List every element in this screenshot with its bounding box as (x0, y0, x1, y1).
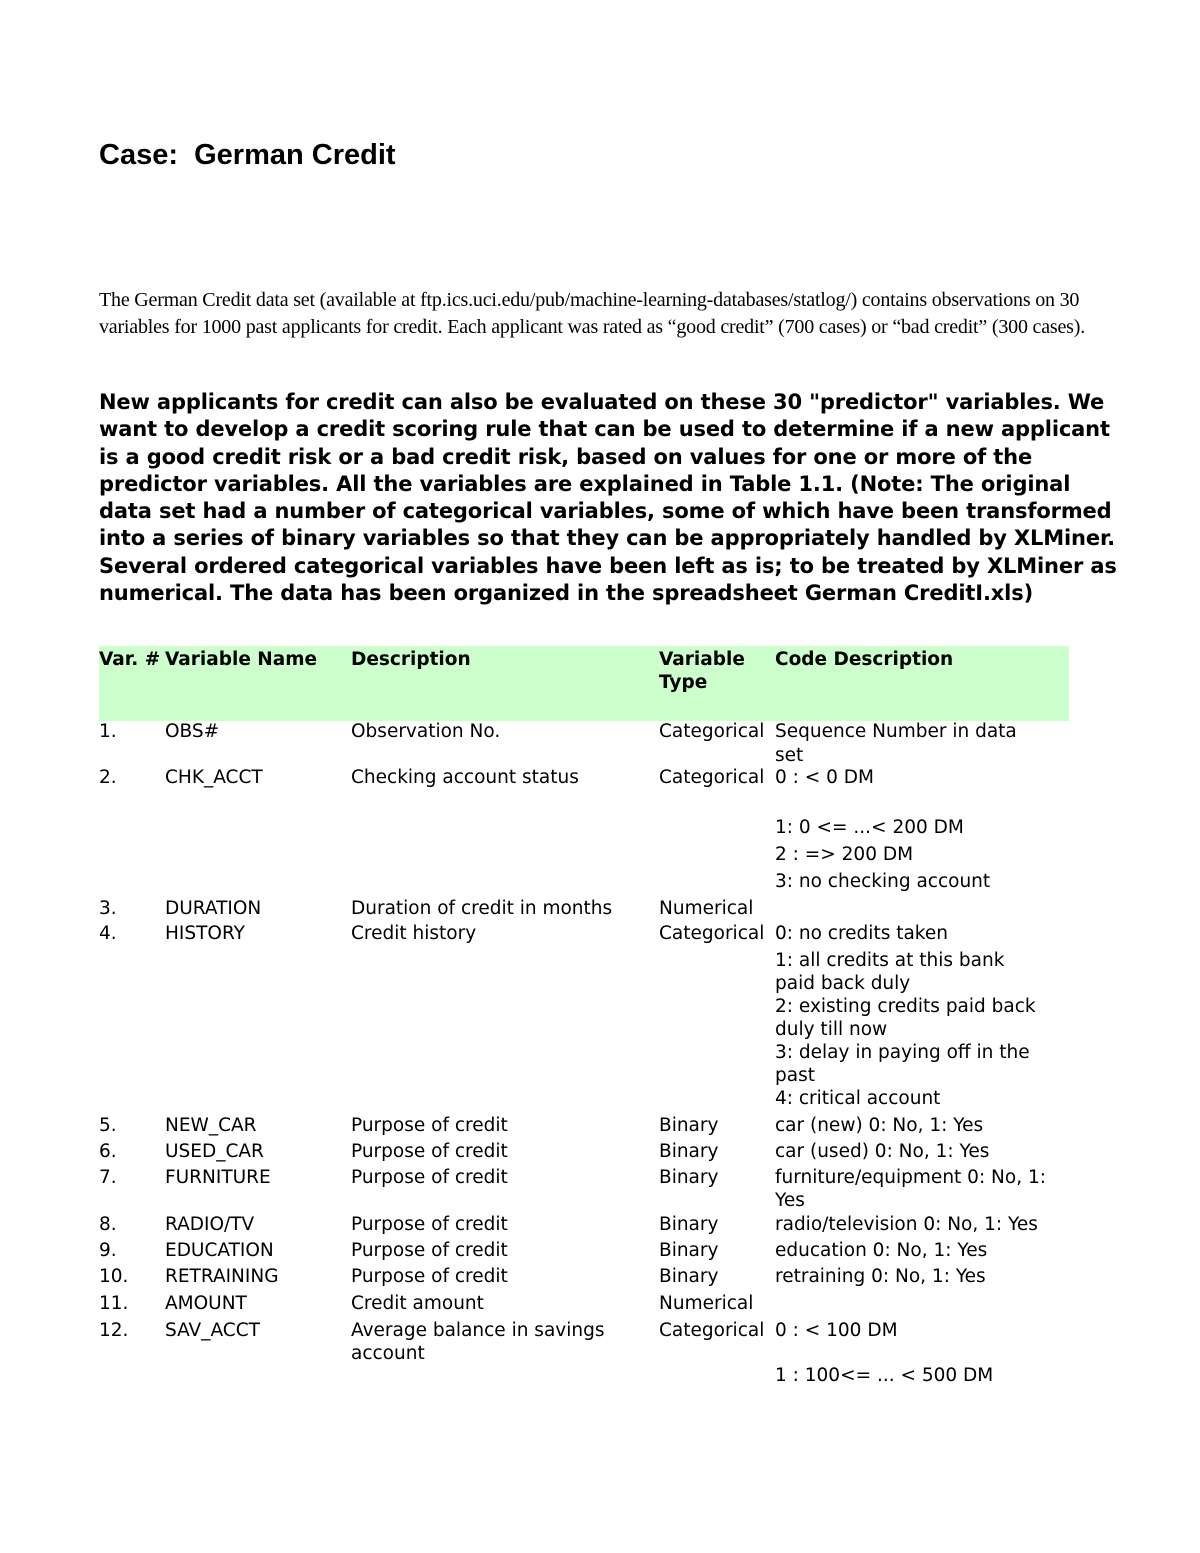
row-7-code-line: furniture/equipment 0: No, 1: (775, 1167, 1046, 1188)
row-1-desc: Observation No. (351, 721, 501, 742)
row-8-code-line: radio/television 0: No, 1: Yes (775, 1214, 1038, 1235)
row-4-code-line: paid back duly (775, 973, 911, 994)
row-8-type: Binary (659, 1214, 719, 1235)
row-12-code-line: 0 : < 100 DM (775, 1320, 898, 1341)
row-4-code-line: 2: existing credits paid back (775, 996, 1036, 1017)
row-4-type: Categorical (659, 923, 765, 944)
row-12-code-line: 1 : 100<= ... < 500 DM (775, 1365, 994, 1386)
row-4-code-line: past (775, 1065, 815, 1086)
row-2-code-line: 2 : => 200 DM (775, 844, 914, 865)
row-7-num: 7. (99, 1167, 117, 1188)
row-6-type: Binary (659, 1141, 719, 1162)
row-4-code-line: 0: no credits taken (775, 923, 948, 944)
row-10-desc: Purpose of credit (351, 1266, 508, 1287)
row-12-type: Categorical (659, 1320, 765, 1341)
row-9-code-line: education 0: No, 1: Yes (775, 1240, 988, 1261)
intro-paragraph: The German Credit data set (available at ftp.ics.uci.edu/pub/machine-learning-databases/statlog/) contains observations on 30 variables for 1000 past applicants for credit. Each applicant was rated as “good credit” (700 cases) or “bad credit” (300 cases). (99, 289, 1085, 338)
row-8-num: 8. (99, 1214, 117, 1235)
row-4-num: 4. (99, 923, 117, 944)
row-10-code-line: retraining 0: No, 1: Yes (775, 1266, 986, 1287)
row-4-code-line: 1: all credits at this bank (775, 950, 1005, 971)
row-1-code-line: Sequence Number in data (775, 721, 1017, 742)
row-6-num: 6. (99, 1141, 117, 1162)
row-11-name: AMOUNT (165, 1293, 247, 1314)
row-4-code-line: 3: delay in paying off in the (775, 1042, 1030, 1063)
row-10-type: Binary (659, 1266, 719, 1287)
header-var-name: Variable Name (165, 649, 318, 670)
row-4-desc: Credit history (351, 923, 477, 944)
row-1-code-line: set (775, 745, 804, 766)
row-5-num: 5. (99, 1115, 117, 1136)
row-7-desc: Purpose of credit (351, 1167, 508, 1188)
row-1-name: OBS# (165, 721, 220, 742)
row-6-name: USED_CAR (165, 1141, 264, 1162)
row-9-name: EDUCATION (165, 1240, 274, 1261)
row-7-name: FURNITURE (165, 1167, 271, 1188)
row-9-num: 9. (99, 1240, 117, 1261)
row-11-type: Numerical (659, 1293, 754, 1314)
row-2-desc: Checking account status (351, 767, 579, 788)
row-10-num: 10. (99, 1266, 129, 1287)
row-5-type: Binary (659, 1115, 719, 1136)
row-11-desc: Credit amount (351, 1293, 484, 1314)
page-title: Case: German Credit (99, 139, 396, 171)
row-2-code-line: 0 : < 0 DM (775, 767, 875, 788)
row-2-code-line: 3: no checking account (775, 871, 991, 892)
row-5-desc: Purpose of credit (351, 1115, 508, 1136)
row-9-desc: Purpose of credit (351, 1240, 508, 1261)
row-8-name: RADIO/TV (165, 1214, 255, 1235)
row-3-desc: Duration of credit in months (351, 898, 613, 919)
row-12-num: 12. (99, 1320, 129, 1341)
row-2-code-line: 1: 0 <= ...< 200 DM (775, 817, 964, 838)
row-6-code-line: car (used) 0: No, 1: Yes (775, 1141, 990, 1162)
row-7-type: Binary (659, 1167, 719, 1188)
header-description: Description (351, 649, 471, 670)
row-4-code-line: duly till now (775, 1019, 888, 1040)
row-11-num: 11. (99, 1293, 129, 1314)
header-code-description: Code Description (775, 649, 954, 670)
row-4-name: HISTORY (165, 923, 245, 944)
row-2-name: CHK_ACCT (165, 767, 263, 788)
header-var-type-line1: Variable (659, 649, 745, 670)
row-12-desc-continued: account (351, 1343, 425, 1364)
row-9-type: Binary (659, 1240, 719, 1261)
row-1-type: Categorical (659, 721, 765, 742)
row-2-num: 2. (99, 767, 117, 788)
predictor-paragraph: New applicants for credit can also be evaluated on these 30 "predictor" variables. We want to develop a credit scoring rule that can be used to determine if a new applicant is a good credit risk or a bad credit risk, based on values for one or more of the predictor variables. All the variables are explained in Table 1.1. (Note: The original data set had a number of categorical variables, some of which have been transformed into a series of binary variables so that they can be appropriately handled by XLMiner. Several ordered categorical variables have been left as is; to be treated by XLMiner as numerical. The data has been organized in the spreadsheet German CreditI.xls) (99, 390, 1117, 606)
row-12-name: SAV_ACCT (165, 1320, 260, 1341)
row-10-name: RETRAINING (165, 1266, 279, 1287)
row-4-code-line: 4: critical account (775, 1088, 941, 1109)
row-3-name: DURATION (165, 898, 262, 919)
row-6-desc: Purpose of credit (351, 1141, 508, 1162)
row-5-code-line: car (new) 0: No, 1: Yes (775, 1115, 984, 1136)
row-7-code-line: Yes (775, 1190, 805, 1211)
row-3-type: Numerical (659, 898, 754, 919)
row-2-type: Categorical (659, 767, 765, 788)
row-5-name: NEW_CAR (165, 1115, 257, 1136)
header-var-num: Var. # (99, 649, 161, 670)
row-3-num: 3. (99, 898, 117, 919)
row-1-num: 1. (99, 721, 117, 742)
row-8-desc: Purpose of credit (351, 1214, 508, 1235)
row-12-desc: Average balance in savings (351, 1320, 605, 1341)
header-var-type-line2: Type (659, 672, 708, 693)
